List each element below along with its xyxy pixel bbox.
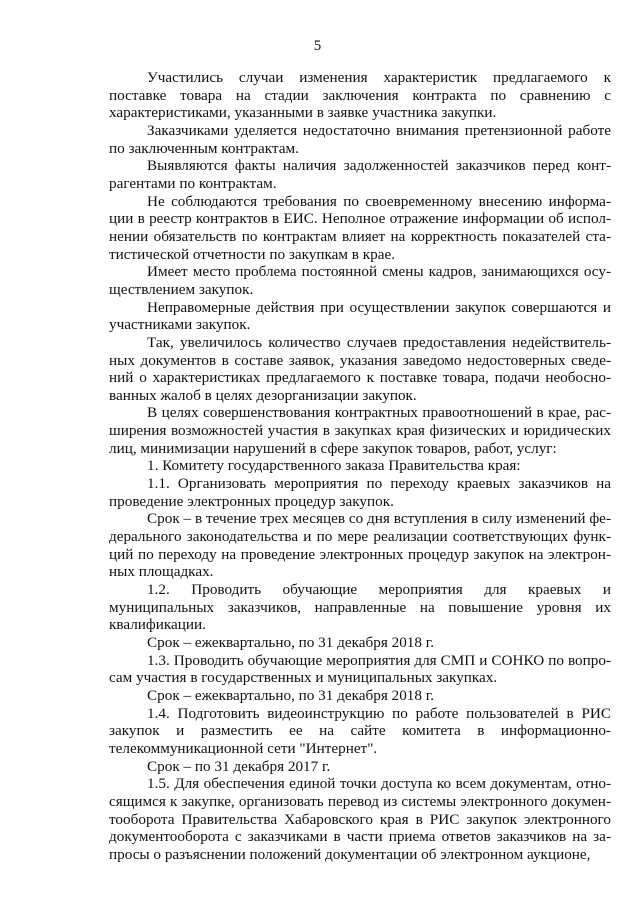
- document-body: [109, 69, 611, 864]
- paragraph: Участились случаи изменения характеристик предлагаемого к поставке товара на стадии заключения контракта по сравнению с характеристиками, указанными в заявке участника закупки.: [109, 69, 611, 122]
- paragraph: Не соблюдаются требования по своевременному внесению информации в реестр контрактов в ЕИС. Неполное отражение информации об исполнении обязательств по контрактам влияет на корректность показателей статистической отчетности по закупкам в крае.: [109, 192, 611, 263]
- paragraph: 1.2. Проводить обучающие мероприятия для краевых и муниципальных заказчиков, направленные на повышение уровня их квалификации.: [109, 581, 611, 634]
- paragraph: 1.1. Организовать мероприятия по переходу краевых заказчиков на проведение электронных процедур закупок.: [109, 475, 611, 510]
- paragraph: Имеет место проблема постоянной смены кадров, занимающихся осуществлением закупок.: [109, 263, 611, 298]
- paragraph: 1.5. Для обеспечения единой точки доступа ко всем документам, относящимся к закупке, организовать перевод из системы электронного документооборота Правительства Хабаровского края в РИС закупок электронного документооборота с заказчиками в части приема ответов заказчиков на запросы о разъяснении положений документации об электронном аукционе,: [109, 775, 611, 863]
- paragraph: В целях совершенствования контрактных правоотношений в крае, расширения возможностей участия в закупках края физических и юридических лиц, минимизации нарушений в сфере закупок товаров, работ, услуг:: [109, 404, 611, 457]
- paragraph: Срок – ежеквартально, по 31 декабря 2018 г.: [147, 686, 435, 704]
- paragraph: Заказчиками уделяется недостаточно внимания претензионной работе по заключенным контрактам.: [109, 121, 611, 157]
- paragraph: Срок – в течение трех месяцев со дня вступления в силу изменений федерального законодательства и по мере реализации соответствующих функций по переходу на проведение электронных процедур закупок на электронных площадках.: [109, 510, 611, 581]
- page-number: 5: [313, 38, 322, 54]
- paragraph: Срок – ежеквартально, по 31 декабря 2018 г.: [147, 634, 435, 651]
- paragraph: 1. Комитету государственного заказа Правительства края:: [147, 457, 521, 475]
- paragraph: 1.3. Проводить обучающие мероприятия для СМП и СОНКО по вопросам участия в государственных и муниципальных закупках.: [109, 651, 611, 687]
- paragraph: Так, увеличилось количество случаев предоставления недействительных документов в составе заявок, указания заведомо недостоверных сведений о характеристиках предлагаемого к поставке товара, подачи необоснованных жалоб в целях дезорганизации закупок.: [109, 333, 611, 404]
- paragraph: Выявляются факты наличия задолженностей заказчиков перед контрагентами по контрактам.: [109, 157, 611, 192]
- paragraph: Неправомерные действия при осуществлении закупок совершаются и участниками закупок.: [109, 298, 611, 334]
- paragraph: 1.4. Подготовить видеоинструкцию по работе пользователей в РИС закупок и разместить ее на сайте комитета в информационно-телекоммуникационной сети "Интернет".: [109, 704, 611, 757]
- paragraph: Срок – по 31 декабря 2017 г.: [147, 757, 331, 775]
